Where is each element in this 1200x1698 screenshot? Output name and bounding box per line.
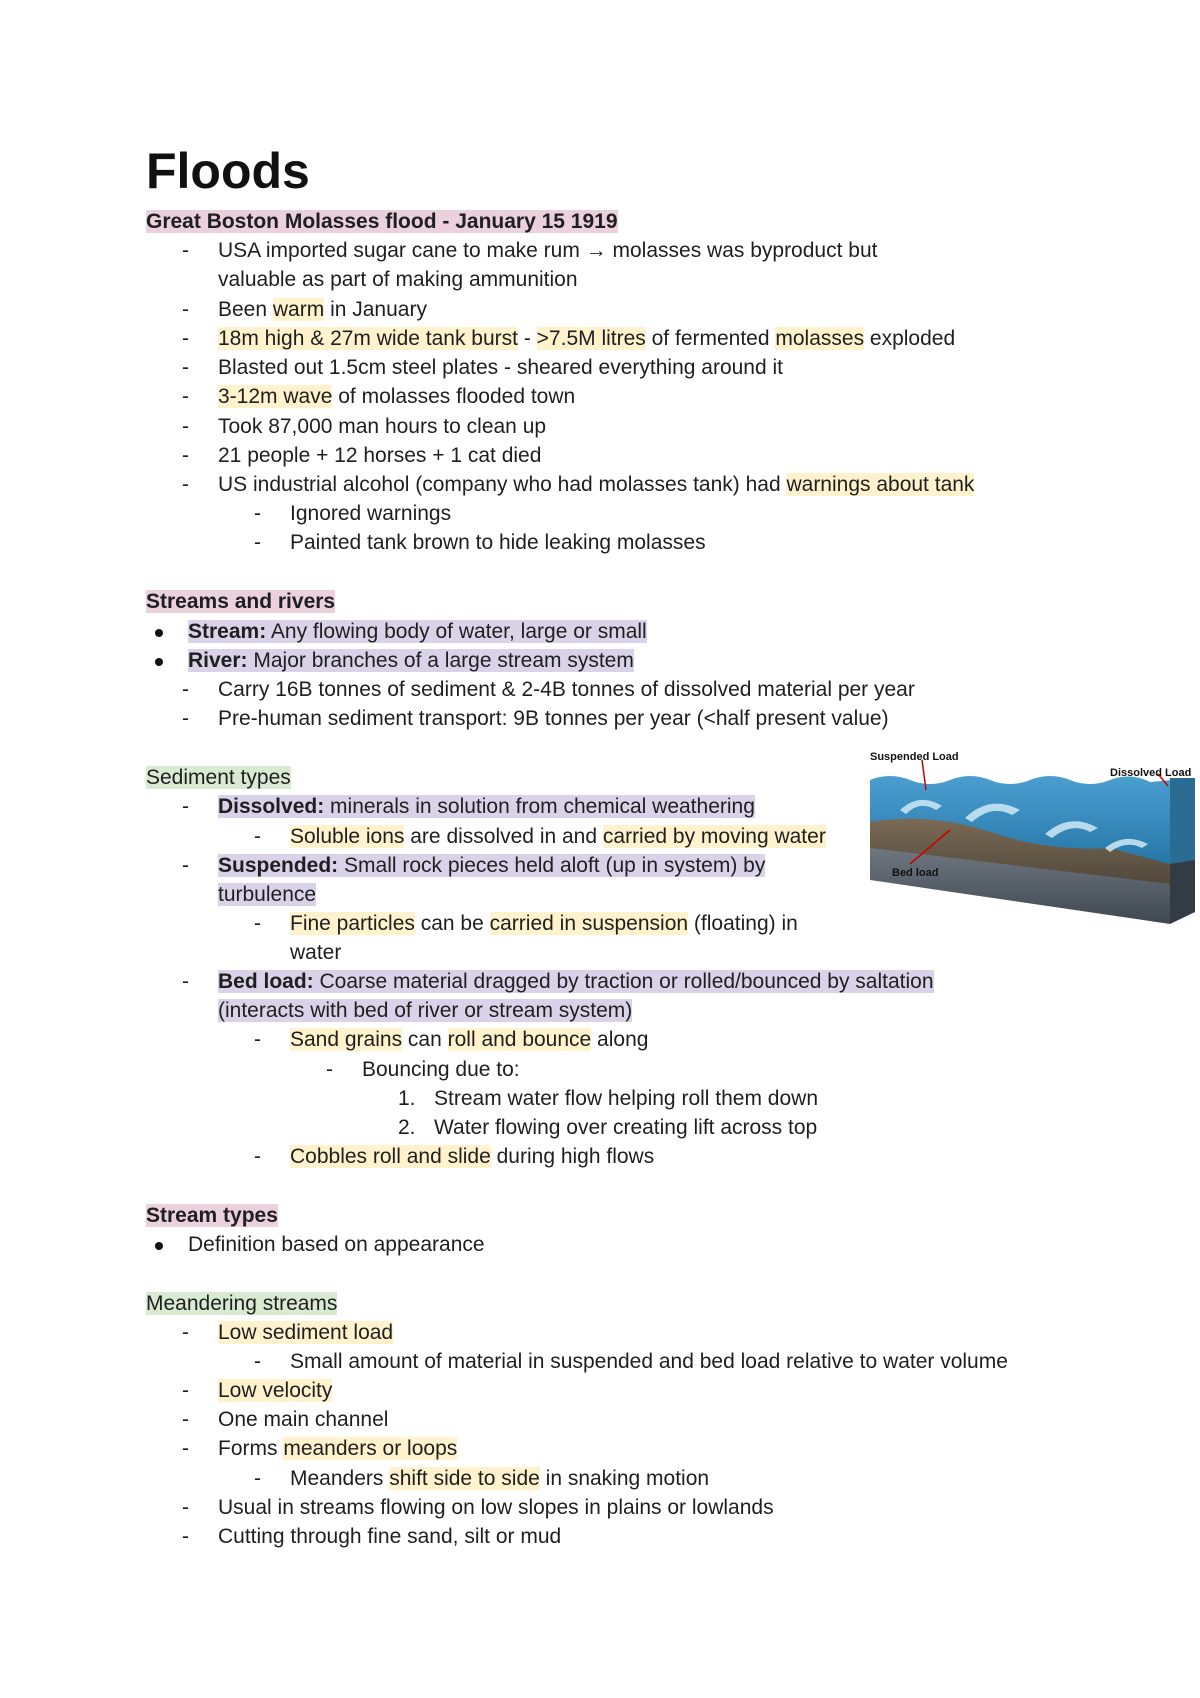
text-segment: of fermented — [645, 327, 776, 350]
list-item: USA imported sugar cane to make rum → molasses was byproduct but — [218, 239, 878, 262]
text-segment: along — [591, 1028, 649, 1051]
bullet-marker — [155, 629, 163, 637]
section-heading-stream-types — [146, 1202, 278, 1230]
definition: Any flowing body of water, large or small — [266, 620, 647, 643]
list-item — [218, 1319, 393, 1347]
dash-marker: - — [254, 502, 261, 525]
list-item: Usual in streams flowing on low slopes in plains or lowlands — [218, 1496, 774, 1519]
highlight: Soluble ions — [290, 825, 405, 848]
dash-marker: - — [182, 298, 189, 321]
text-segment: in snaking motion — [539, 1467, 710, 1490]
term: Suspended: — [218, 854, 339, 877]
dash-marker: - — [182, 707, 189, 730]
list-item — [218, 471, 974, 499]
heading-text: Meandering streams — [146, 1292, 338, 1315]
list-item: Took 87,000 man hours to clean up — [218, 415, 547, 438]
list-item: Definition based on appearance — [188, 1233, 485, 1256]
highlight: shift side to side — [389, 1467, 540, 1490]
list-item: Cutting through fine sand, silt or mud — [218, 1525, 562, 1548]
dash-marker: - — [254, 1145, 261, 1168]
text-segment: Been — [218, 298, 273, 321]
highlight: warm — [272, 298, 325, 321]
definition-suspended — [218, 852, 765, 880]
highlight: >7.5M litres — [536, 327, 646, 350]
text-segment: are dissolved in and — [404, 825, 603, 848]
highlight: Low velocity — [218, 1379, 333, 1402]
heading-text: Sediment types — [146, 766, 291, 789]
highlight: Cobbles roll and slide — [290, 1145, 491, 1168]
heading-text: Streams and rivers — [146, 590, 336, 613]
highlight: carried in suspension — [489, 912, 689, 935]
list-item — [218, 383, 575, 411]
bullet-marker — [155, 1242, 163, 1250]
dash-marker: - — [254, 1467, 261, 1490]
numbered-item: Stream water flow helping roll them down — [434, 1087, 819, 1110]
text-segment: can be — [414, 912, 490, 935]
text-segment: (floating) in — [688, 912, 798, 935]
diagram-label-suspended: Suspended Load — [870, 752, 959, 763]
list-item — [218, 1377, 332, 1405]
section-heading-meandering — [146, 1290, 337, 1318]
highlight: Low sediment load — [218, 1321, 394, 1344]
sub-list-item — [290, 1465, 709, 1493]
section-heading-molasses — [146, 208, 618, 236]
list-item — [218, 1435, 457, 1463]
sediment-load-diagram — [870, 752, 1195, 927]
dash-marker: - — [182, 385, 189, 408]
sub-list-item — [290, 1026, 648, 1054]
dash-marker: - — [182, 1496, 189, 1519]
list-item: One main channel — [218, 1408, 389, 1431]
highlight: molasses — [775, 327, 865, 350]
definition-stream — [188, 618, 647, 646]
highlight: meanders or loops — [283, 1437, 458, 1460]
sub-list-item — [290, 823, 826, 851]
text-segment: can — [402, 1028, 448, 1051]
dash-marker: - — [182, 327, 189, 350]
list-number: 2. — [398, 1116, 416, 1139]
sub-list-item — [290, 1143, 654, 1171]
term: Dissolved: — [218, 795, 325, 818]
bullet-marker — [155, 658, 163, 666]
sub-list-item: Small amount of material in suspended and bed load relative to water volume — [290, 1350, 1008, 1373]
section-heading-sediment — [146, 764, 291, 792]
list-number: 1. — [398, 1087, 416, 1110]
highlight: Fine particles — [290, 912, 415, 935]
dash-marker: - — [182, 444, 189, 467]
diagram-label-dissolved: Dissolved Load — [1110, 767, 1192, 779]
sub-list-continuation: water — [290, 941, 342, 964]
sub-list-item: Painted tank brown to hide leaking molasses — [290, 531, 706, 554]
dash-marker: - — [182, 356, 189, 379]
dash-marker: - — [182, 1379, 189, 1402]
dash-marker: - — [254, 531, 261, 554]
sub-list-item: Ignored warnings — [290, 502, 452, 525]
text-segment: of molasses flooded town — [332, 385, 576, 408]
page-title: Floods — [146, 143, 310, 199]
dash-marker: - — [182, 239, 189, 262]
highlight: roll and bounce — [447, 1028, 592, 1051]
text-segment: Meanders — [290, 1467, 390, 1490]
diagram-label-bed: Bed load — [892, 867, 939, 879]
dash-marker: - — [182, 1321, 189, 1344]
heading-text: Stream types — [146, 1204, 278, 1227]
heading-text: Great Boston Molasses flood - January 15 1919 — [146, 210, 618, 233]
text-segment: Forms — [218, 1437, 284, 1460]
list-item — [218, 325, 955, 353]
definition-dissolved — [218, 793, 755, 821]
term: River: — [188, 649, 248, 672]
definition-continuation — [218, 881, 316, 909]
definition: Major branches of a large stream system — [247, 649, 634, 672]
definition: Coarse material dragged by traction or rolled/bounced by saltation — [313, 970, 934, 993]
definition: turbulence — [218, 883, 317, 906]
list-item-continuation: valuable as part of making ammunition — [218, 268, 578, 291]
dash-marker: - — [254, 1350, 261, 1373]
bedrock-side — [1170, 860, 1195, 924]
text-segment: exploded — [864, 327, 956, 350]
term: Bed load: — [218, 970, 314, 993]
numbered-item: Water flowing over creating lift across top — [434, 1116, 818, 1139]
dash-marker: - — [326, 1058, 333, 1081]
text-segment: - — [518, 327, 537, 350]
dash-marker: - — [182, 854, 189, 877]
dash-marker: - — [254, 825, 261, 848]
dash-marker: - — [182, 473, 189, 496]
text-segment: in January — [324, 298, 427, 321]
highlight: carried by moving water — [602, 825, 826, 848]
dash-marker: - — [254, 1028, 261, 1051]
sub-sub-list-item: Bouncing due to: — [362, 1058, 520, 1081]
dash-marker: - — [182, 1525, 189, 1548]
section-heading-streams — [146, 588, 335, 616]
highlight: warnings about tank — [786, 473, 975, 496]
list-item: Pre-human sediment transport: 9B tonnes per year (<half present value) — [218, 707, 889, 730]
dash-marker: - — [182, 1408, 189, 1431]
list-item: Carry 16B tonnes of sediment & 2-4B tonnes of dissolved material per year — [218, 678, 915, 701]
list-item — [218, 296, 427, 324]
definition: minerals in solution from chemical weathering — [324, 795, 755, 818]
list-item: Blasted out 1.5cm steel plates - sheared everything around it — [218, 356, 783, 379]
definition-river — [188, 647, 634, 675]
highlight: Sand grains — [290, 1028, 403, 1051]
dash-marker: - — [254, 912, 261, 935]
sub-list-item — [290, 910, 798, 938]
definition: Small rock pieces held aloft (up in system) by — [338, 854, 766, 877]
dash-marker: - — [182, 970, 189, 993]
definition: (interacts with bed of river or stream system) — [218, 999, 633, 1022]
definition-continuation — [218, 997, 632, 1025]
term: Stream: — [188, 620, 267, 643]
definition-bed-load — [218, 968, 934, 996]
text-segment: during high flows — [490, 1145, 655, 1168]
dash-marker: - — [182, 415, 189, 438]
list-item: 21 people + 12 horses + 1 cat died — [218, 444, 542, 467]
highlight: 3-12m wave — [218, 385, 333, 408]
text-segment: US industrial alcohol (company who had molasses tank) had — [218, 473, 787, 496]
dash-marker: - — [182, 795, 189, 818]
highlight: 18m high & 27m wide tank burst — [218, 327, 518, 350]
dash-marker: - — [182, 1437, 189, 1460]
dash-marker: - — [182, 678, 189, 701]
